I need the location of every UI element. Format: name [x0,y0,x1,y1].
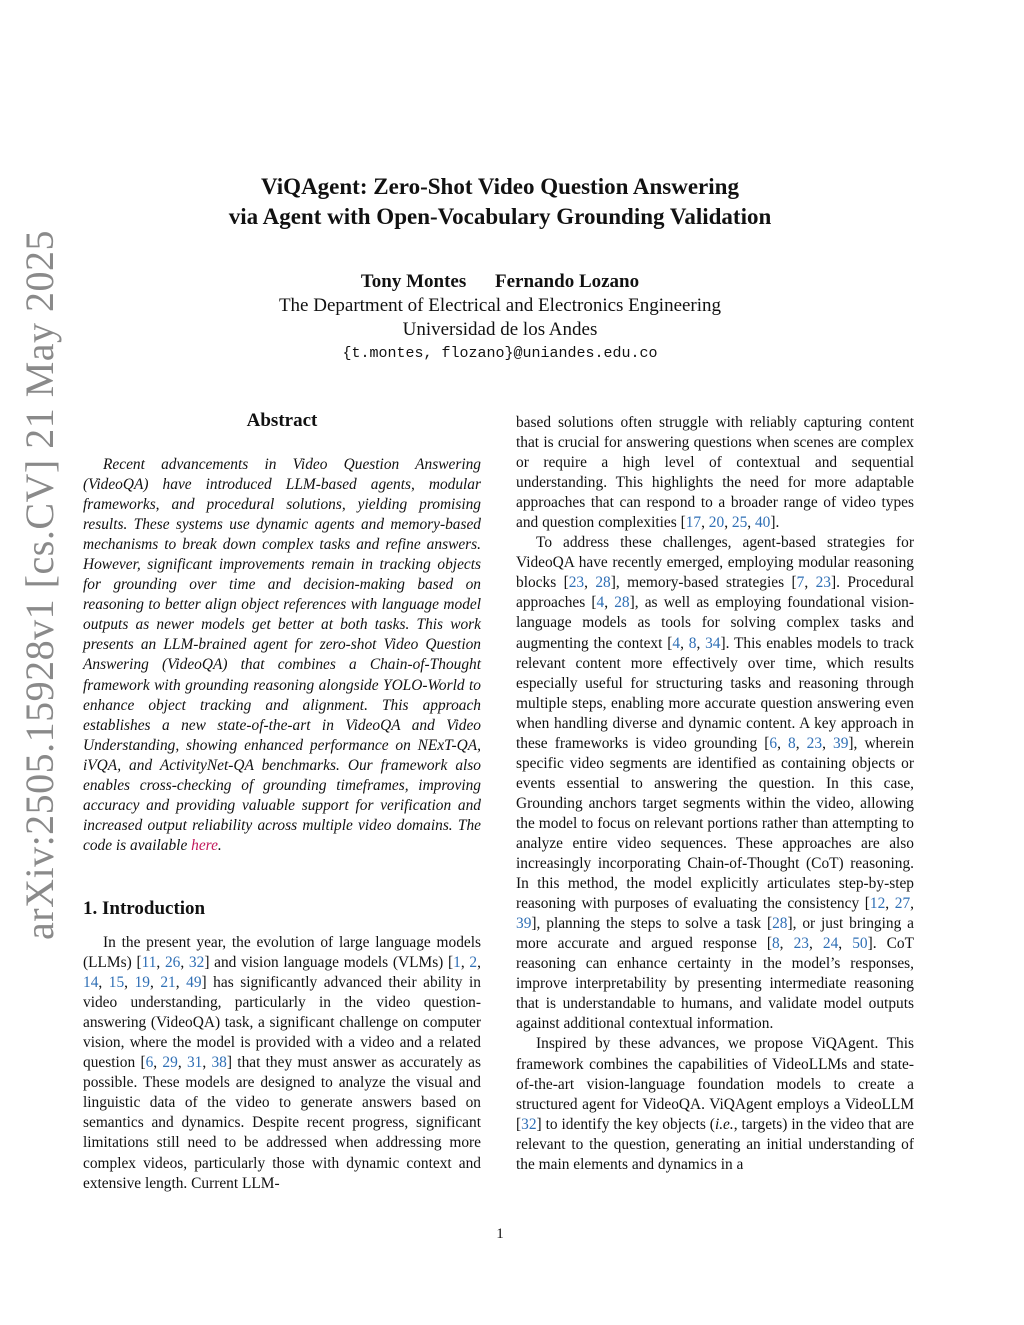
intro-paragraph-4: Inspired by these advances, we propose ViQAgent. This framework combines the capabilities of VideoLLMs and state-of-the-art vision-language foundation models to create a structured agent for VideoQA. ViQAgent employs a VideoLLM [32] to identify the key objects (i.e., targets) in the video that are relevant to the question, generating an initial understanding of the main elements and dynamics in a [516,1035,914,1173]
italic-text: i.e. [714,1115,734,1133]
citation-link[interactable]: 39 [833,734,849,752]
author-2: Fernando Lozano [495,271,640,292]
abstract-end: . [217,836,222,854]
citation-link[interactable]: 4 [596,594,605,612]
abstract-paragraph [83,455,481,856]
arxiv-stamp: arXiv:2505.15928v1 [cs.CV] 21 May 2025 [17,229,62,940]
citation-link[interactable]: 28 [595,574,611,592]
citation-link[interactable]: 27 [894,895,911,913]
citation-link[interactable]: 31 [186,1054,203,1072]
citation-link[interactable]: 15 [108,974,125,992]
citation-link[interactable]: 12 [869,895,886,913]
citation-link[interactable]: 50 [852,935,868,953]
citation-link[interactable]: 19 [134,974,150,992]
intro-heading: 1. Introduction [83,898,206,919]
citation-link[interactable]: 7 [796,574,805,592]
citation-link[interactable]: 28 [772,915,788,933]
department: The Department of Electrical and Electronics Engineering [278,295,722,316]
intro-paragraph-3: To address these challenges, agent-based strategies for VideoQA have recently emerged, employing modular reasoning blocks [23, 28], memory-based strategies [7, 23]. Procedural approaches [4, 28], as well as employing foundational vision-language models as tools for solving complex tasks and augmenting the context [4, 8, 34]. This enables models to track relevant content more effectively over time, which results especially useful for structuring tasks and reasoning through multiple steps, enabling more accurate question answering even when handling diverse and dynamic content. A key approach in these frameworks is video grounding [6, 8, 23, 39], wherein specific video segments are identified as containing objects or events essential to answering the question. In this case, Grounding anchors target segments within the video, allowing the model to focus on relevant portions rather than attempting to analyze entire video sequences. These approaches are also increasingly incorporating Chain-of-Thought (CoT) reasoning. In this method, the model explicitly articulates step-by-step reasoning with purposes of evaluating the consistency [12, 27, 39], planning the steps to solve a task [28], or just bringing a more accurate and argued response [8, 23, 24, 50]. CoT reasoning can enhance certainty in the model’s responses, improve interpretability by presenting intermediate reasoning that is understandable to humans, and validate model outputs against additional contextual information. [516,534,915,1033]
citation-link[interactable]: 32 [521,1115,537,1133]
code-link[interactable]: here [191,836,218,854]
citation-link[interactable]: 28 [614,594,630,612]
citation-link[interactable]: 25 [731,514,748,532]
email: {t.montes, flozano}@uniandes.edu.co [342,345,658,362]
citation-link[interactable]: 20 [708,514,725,532]
citation-link[interactable]: 23 [815,574,831,592]
citation-link[interactable]: 34 [705,634,721,652]
citation-link[interactable]: 6 [145,1054,154,1072]
citation-link[interactable]: 8 [788,734,796,752]
citation-link[interactable]: 26 [164,954,181,972]
citation-link[interactable]: 8 [688,634,697,652]
title-line-2: via Agent with Open-Vocabulary Grounding Validation [228,204,772,229]
abstract-text: Recent advancements in Video Question Answering (VideoQA) have introduced LLM-based agents, modular frameworks, and procedural solutions, yielding promising results. These systems use dynamic agents and memory-based mechanisms to break down complex tasks and refine answers. However, significant improvements remain in tracking objects for grounding over time and decision-making based on reasoning to better align object references with language model outputs as newer models get better at both tasks. This work presents an LLM-brained agent for zero-shot Video Question Answering (VideoQA) that combines a Chain-of-Thought framework with grounding reasoning alongside YOLO-World to enhance object tracking and alignment. This approach establishes a new state-of-the-art in VideoQA and Video Understanding, showing enhanced performance on NExT-QA, iVQA, and ActivityNet-QA benchmarks. Our framework also enables cross-checking of grounding timeframes, improving accuracy and providing valuable support for verification and increased output reliability across multiple video domains. The code is available [83,456,481,854]
citation-link[interactable]: 29 [162,1054,178,1072]
author-names [150,270,850,294]
citation-link[interactable]: 23 [806,734,823,752]
citation-link[interactable]: 11 [141,954,157,972]
page-number: 1 [496,1226,504,1242]
citation-link[interactable]: 6 [769,734,778,752]
citation-link[interactable]: 24 [822,935,839,953]
author-1: Tony Montes [360,271,467,292]
citation-link[interactable]: 8 [771,935,780,953]
citation-link[interactable]: 49 [186,974,202,992]
citation-link[interactable]: 21 [160,974,176,992]
citation-link[interactable]: 2 [469,954,478,972]
citation-link[interactable]: 1 [453,954,461,972]
university: Universidad de los Andes [402,319,598,340]
citation-link[interactable]: 23 [568,574,585,592]
intro-left-column [83,933,481,1194]
citation-link[interactable]: 23 [793,935,809,953]
abstract-body [83,455,481,856]
citation-link[interactable]: 32 [188,954,205,972]
citation-link[interactable]: 17 [685,514,702,532]
citation-link[interactable]: 14 [83,974,99,992]
citation-link[interactable]: 39 [516,915,532,933]
citation-link[interactable]: 4 [672,634,681,652]
intro-paragraph-2: based solutions often struggle with reliably capturing content that is crucial for answering questions when scenes are complex or require a high level of contextual and sequential understanding. This highlights the need for more adaptable approaches that can respond to a broader range of video types and question complexities [17, 20, 25, 40]. [516,414,914,532]
citation-link[interactable]: 38 [211,1054,227,1072]
abstract-heading: Abstract [246,410,318,431]
citation-link[interactable]: 40 [754,514,771,532]
author-block [150,270,850,366]
title-line-1: ViQAgent: Zero-Shot Video Question Answering [261,174,739,199]
paper-title [150,172,850,232]
intro-right-column [516,413,914,1175]
intro-paragraph-1: In the present year, the evolution of large language models (LLMs) [11, 26, 32] and vision language models (VLMs) [1, 2, 14, 15, 19, 21, 49] has significantly advanced their ability in video understanding, particularly in the video question-answering (VideoQA) task, a significant challenge on computer vision, where the model is provided with a video and a related question [6, 29, 31, 38] that they must answer as accurately as possible. These models are designed to analyze the visual and linguistic data of the video to generate answers based on semantics and dynamics. Despite recent progress, significant limitations still need to be addressed when addressing more complex videos, particularly those with dynamic context and extensive length. Current LLM- [83,934,481,1192]
